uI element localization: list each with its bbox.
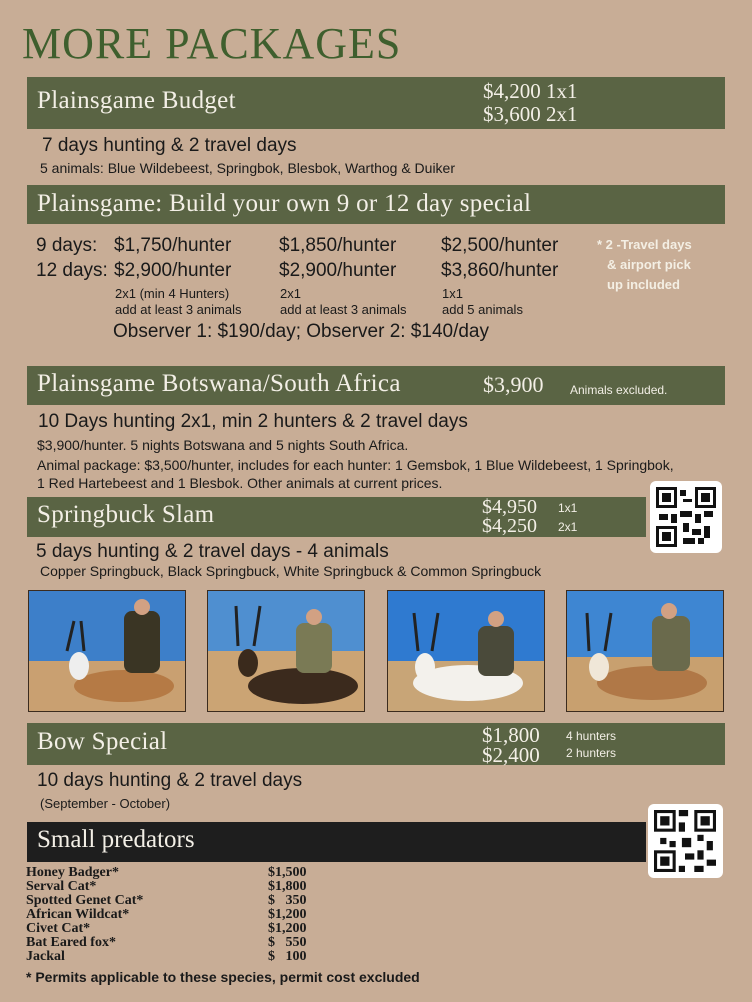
build-side-note-2: & airport pick <box>607 257 691 272</box>
predator-name: Spotted Genet Cat* <box>26 893 144 908</box>
botswana-title: Plainsgame Botswana/South Africa <box>37 370 401 397</box>
build-col2-note1: 2x1 <box>280 286 301 301</box>
springbuck-header-bar <box>27 497 646 537</box>
botswana-days: 10 Days hunting 2x1, min 2 hunters & 2 travel days <box>38 411 468 432</box>
build-col3-9-price: $2,500/hunter <box>441 235 559 256</box>
predator-price: $ 550 <box>268 935 307 950</box>
predator-price: $1,200 <box>268 921 307 936</box>
build-col2-9-price: $1,850/hunter <box>279 235 397 256</box>
page-title: MORE PACKAGES <box>22 19 402 68</box>
predators-footnote: * Permits applicable to these species, permit cost excluded <box>26 969 420 985</box>
predator-name: Honey Badger* <box>26 865 119 880</box>
botswana-line-3: Animal package: $3,500/hunter, includes for each hunter: 1 Gemsbok, 1 Blue Wildebeest, 1 Springbok, <box>37 457 674 473</box>
budget-header-bar <box>27 77 725 129</box>
budget-price-2x1: $3,600 2x1 <box>483 102 578 126</box>
build-col2-12-price: $2,900/hunter <box>279 260 397 281</box>
bow-price-4-hunters-note: 4 hunters <box>566 729 617 743</box>
predator-price: $1,800 <box>268 879 307 894</box>
build-title: Plainsgame: Build your own 9 or 12 day special <box>37 190 532 217</box>
build-col1-12-price: $2,900/hunter <box>114 260 232 281</box>
predators-header-bar <box>27 822 646 862</box>
build-col3-note2: add 5 animals <box>442 302 523 317</box>
build-side-note-3: up included <box>607 277 680 292</box>
photo-copper-springbuck <box>28 590 186 712</box>
qr-code-icon <box>654 810 716 872</box>
predator-name: Jackal <box>26 949 65 964</box>
predator-price: $1,200 <box>268 907 307 922</box>
springbuck-price-2x1-note: 2x1 <box>558 520 578 534</box>
bow-season: (September - October) <box>40 796 171 811</box>
build-col1-9-price: $1,750/hunter <box>114 235 232 256</box>
bow-price-2-hunters-note: 2 hunters <box>566 746 617 760</box>
bow-days: 10 days hunting & 2 travel days <box>37 770 303 791</box>
predator-name: Serval Cat* <box>26 879 97 894</box>
bow-price-4-hunters: $1,800 <box>482 723 540 747</box>
springbuck-animals: Copper Springbuck, Black Springbuck, White Springbuck & Common Springbuck <box>40 563 542 579</box>
build-col3-12-price: $3,860/hunter <box>441 260 559 281</box>
build-side-note-1: * 2 -Travel days <box>597 237 692 252</box>
predator-price: $ 100 <box>268 949 307 964</box>
build-row-9-label: 9 days: <box>36 235 98 256</box>
photo-common-springbuck <box>566 590 724 712</box>
build-col1-note1: 2x1 (min 4 Hunters) <box>115 286 230 301</box>
botswana-price-note: Animals excluded. <box>570 383 668 397</box>
bow-header-bar <box>27 723 725 765</box>
budget-price-1x1: $4,200 1x1 <box>483 79 578 103</box>
bow-price-2-hunters: $2,400 <box>482 743 540 767</box>
predator-price: $1,500 <box>268 865 307 880</box>
qr-code-icon <box>656 487 716 547</box>
predator-name: Bat Eared fox* <box>26 935 116 950</box>
build-col3-note1: 1x1 <box>442 286 463 301</box>
qr-code-predators[interactable] <box>648 804 723 878</box>
qr-code-springbuck[interactable] <box>650 481 722 553</box>
predators-title: Small predators <box>37 826 195 853</box>
budget-days: 7 days hunting & 2 travel days <box>42 135 297 156</box>
photo-white-springbuck <box>387 590 545 712</box>
springbuck-days: 5 days hunting & 2 travel days - 4 animals <box>36 541 389 562</box>
botswana-price: $3,900 <box>483 372 544 397</box>
springbuck-title: Springbuck Slam <box>37 501 215 528</box>
springbuck-price-2x1: $4,250 <box>482 515 537 537</box>
build-col2-note2: add at least 3 animals <box>280 302 407 317</box>
botswana-line-4: 1 Red Hartebeest and 1 Blesbok. Other animals at current prices. <box>37 475 443 491</box>
build-observer-prices: Observer 1: $190/day; Observer 2: $140/day <box>113 321 489 342</box>
predator-price: $ 350 <box>268 893 307 908</box>
botswana-header-bar <box>27 366 725 405</box>
budget-animals: 5 animals: Blue Wildebeest, Springbok, Blesbok, Warthog & Duiker <box>40 160 456 176</box>
springbuck-price-1x1-note: 1x1 <box>558 501 578 515</box>
build-row-12-label: 12 days: <box>36 260 108 281</box>
springbuck-price-1x1: $4,950 <box>482 496 537 518</box>
photo-black-springbuck <box>207 590 365 712</box>
build-header-bar <box>27 185 725 224</box>
bow-title: Bow Special <box>37 728 168 755</box>
predator-name: Civet Cat* <box>26 921 91 936</box>
botswana-line-2: $3,900/hunter. 5 nights Botswana and 5 nights South Africa. <box>37 437 409 453</box>
budget-title: Plainsgame Budget <box>37 87 236 114</box>
build-col1-note2: add at least 3 animals <box>115 302 242 317</box>
predator-name: African Wildcat* <box>26 907 130 922</box>
